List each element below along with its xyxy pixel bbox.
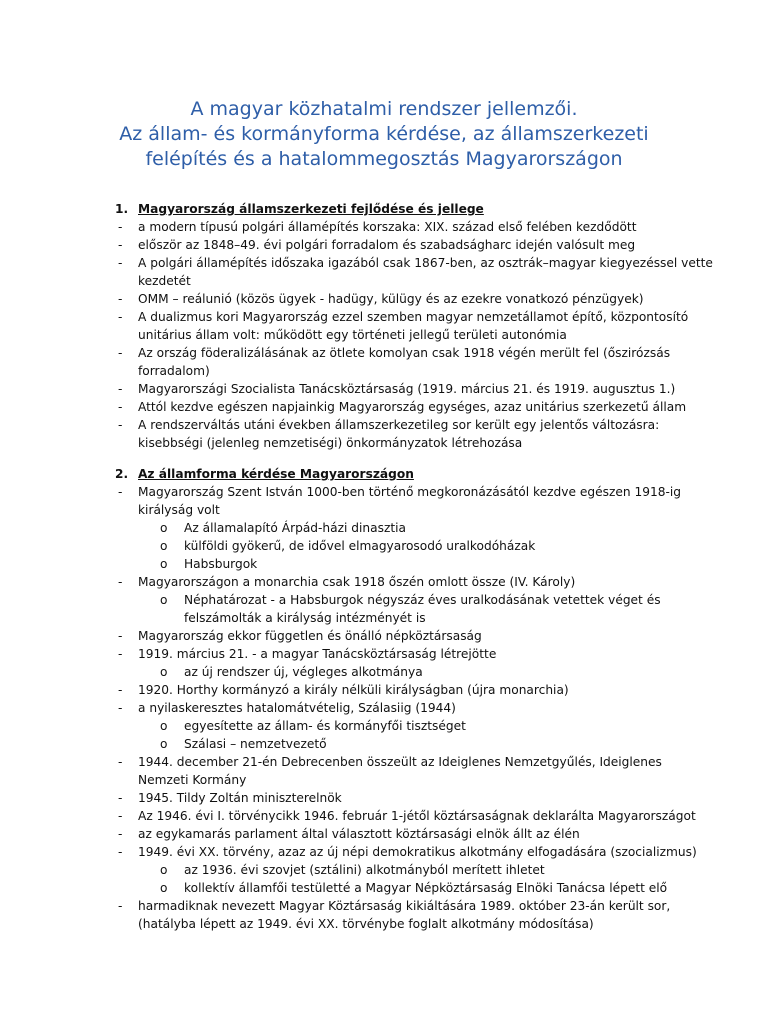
list-item — [0, 218, 768, 236]
dash-bullet: - — [118, 485, 123, 499]
section-number: 1. — [115, 202, 129, 216]
list-item-text: Attól kezdve egészen napjainkig Magyarország egységes, azaz unitárius szerkezetű állam — [138, 400, 687, 414]
list-item — [0, 483, 768, 501]
list-item-text: Az 1946. évi I. törvénycikk 1946. február 1-jétől köztársaságnak deklarálta Magyarországot — [138, 809, 696, 823]
list-item-text: OMM – reálunió (közös ügyek - hadügy, külügy és az ezekre vonatkozó pénzügyek) — [138, 292, 644, 306]
sub-list-item-text: az új rendszer új, végleges alkotmánya — [184, 665, 423, 679]
dash-bullet: - — [118, 845, 123, 859]
title-line-1: A magyar közhatalmi rendszer jellemzői. — [190, 98, 578, 120]
list-item — [0, 416, 768, 434]
list-item-text: először az 1848–49. évi polgári forradalom és szabadságharc idején valósult meg — [138, 238, 636, 252]
section-2 — [0, 465, 768, 933]
circle-bullet: o — [160, 863, 168, 877]
dash-bullet: - — [118, 791, 123, 805]
list-item-text: (hatályba lépett az 1949. évi XX. törvénybe foglalt alkotmány módosítása) — [138, 917, 594, 931]
sub-list-item-text: Szálasi – nemzetvezető — [184, 737, 327, 751]
dash-bullet: - — [118, 346, 123, 360]
dash-bullet: - — [118, 400, 123, 414]
list-item-text: 1920. Horthy kormányzó a király nélküli királyságban (újra monarchia) — [138, 683, 569, 697]
title-line-2: Az állam- és kormányforma kérdése, az államszerkezeti — [119, 123, 649, 145]
dash-bullet: - — [118, 382, 123, 396]
section-heading — [0, 200, 768, 218]
sub-list-item-continuation — [0, 609, 768, 627]
sub-list-item — [0, 591, 768, 609]
list-item-text: a modern típusú polgári államépítés korszaka: XIX. század első felében kezdődött — [138, 220, 637, 234]
list-item-text: Nemzeti Kormány — [138, 773, 247, 787]
list-item-text: 1919. március 21. - a magyar Tanácsköztársaság létrejötte — [138, 647, 497, 661]
list-item — [0, 254, 768, 272]
list-item — [0, 380, 768, 398]
list-item-continuation — [0, 326, 768, 344]
list-item-text: harmadiknak nevezett Magyar Köztársaság kikiáltására 1989. október 23-án került sor, — [138, 899, 671, 913]
dash-bullet: - — [118, 629, 123, 643]
dash-bullet: - — [118, 755, 123, 769]
list-item-text: kisebbségi (jelenleg nemzetiségi) önkormányzatok létrehozása — [138, 436, 523, 450]
list-item-text: Magyarország ekkor független és önálló népköztársaság — [138, 629, 482, 643]
dash-bullet: - — [118, 256, 123, 270]
circle-bullet: o — [160, 737, 168, 751]
circle-bullet: o — [160, 719, 168, 733]
list-item-text: az egykamarás parlament által választott köztársasági elnök állt az élén — [138, 827, 580, 841]
sub-list-item-text: Néphatározat - a Habsburgok négyszáz éves uralkodásának vetettek véget és — [184, 593, 661, 607]
list-item — [0, 753, 768, 771]
list-item — [0, 699, 768, 717]
section-number: 2. — [115, 467, 129, 481]
list-item — [0, 573, 768, 591]
circle-bullet: o — [160, 521, 168, 535]
dash-bullet: - — [118, 809, 123, 823]
list-item — [0, 236, 768, 254]
list-item-continuation — [0, 771, 768, 789]
title-line-3: felépítés és a hatalommegosztás Magyarországon — [145, 148, 623, 170]
list-item-text: királyság volt — [138, 503, 220, 517]
list-item-text: 1949. évi XX. törvény, azaz az új népi demokratikus alkotmány elfogadására (szocializmus) — [138, 845, 697, 859]
circle-bullet: o — [160, 557, 168, 571]
circle-bullet: o — [160, 539, 168, 553]
list-item — [0, 645, 768, 663]
sub-list-item — [0, 717, 768, 735]
list-item — [0, 344, 768, 362]
sub-list-item-text: kollektív államfői testületté a Magyar Népköztársaság Elnöki Tanácsa lépett elő — [184, 881, 668, 895]
list-item — [0, 807, 768, 825]
list-item — [0, 681, 768, 699]
sub-list-item — [0, 663, 768, 681]
section-heading — [0, 465, 768, 483]
circle-bullet: o — [160, 665, 168, 679]
sub-list-item-text: Az államalapító Árpád-házi dinasztia — [184, 521, 406, 535]
list-item-continuation — [0, 501, 768, 519]
document-title — [60, 97, 708, 172]
sub-list-item-text: egyesítette az állam- és kormányfői tisztséget — [184, 719, 466, 733]
sub-list-item-text: felszámolták a királyság intézményét is — [184, 611, 426, 625]
dash-bullet: - — [118, 683, 123, 697]
dash-bullet: - — [118, 310, 123, 324]
list-item — [0, 825, 768, 843]
list-item-continuation — [0, 362, 768, 380]
dash-bullet: - — [118, 899, 123, 913]
list-item-text: A rendszerváltás utáni években államszerkezetileg sor került egy jelentős változásra: — [138, 418, 660, 432]
sub-list-item — [0, 861, 768, 879]
list-item — [0, 308, 768, 326]
list-item-text: Magyarországon a monarchia csak 1918 őszén omlott össze (IV. Károly) — [138, 575, 576, 589]
sub-list-item — [0, 735, 768, 753]
dash-bullet: - — [118, 701, 123, 715]
dash-bullet: - — [118, 238, 123, 252]
list-item-continuation — [0, 272, 768, 290]
list-item — [0, 627, 768, 645]
list-item — [0, 789, 768, 807]
dash-bullet: - — [118, 220, 123, 234]
list-item-text: Magyarország Szent István 1000-ben történő megkoronázásától kezdve egészen 1918-ig — [138, 485, 681, 499]
sub-list-item-text: az 1936. évi szovjet (sztálini) alkotmányból merített ihletet — [184, 863, 545, 877]
dash-bullet: - — [118, 647, 123, 661]
sub-list-item — [0, 537, 768, 555]
sub-list-item — [0, 555, 768, 573]
sub-list-item — [0, 879, 768, 897]
list-item-text: Magyarországi Szocialista Tanácsköztársaság (1919. március 21. és 1919. augusztus 1.) — [138, 382, 676, 396]
sub-list-item-text: Habsburgok — [184, 557, 258, 571]
section-1 — [0, 200, 768, 452]
circle-bullet: o — [160, 593, 168, 607]
sub-list-item — [0, 519, 768, 537]
list-item-text: kezdetét — [138, 274, 191, 288]
dash-bullet: - — [118, 418, 123, 432]
section-title: Magyarország államszerkezeti fejlődése és jellege — [138, 202, 484, 216]
list-item-text: 1944. december 21-én Debrecenben összeült az Ideiglenes Nemzetgyűlés, Ideiglenes — [138, 755, 662, 769]
list-item-text: 1945. Tildy Zoltán miniszterelnök — [138, 791, 342, 805]
list-item — [0, 897, 768, 915]
list-item-continuation — [0, 915, 768, 933]
list-item — [0, 398, 768, 416]
circle-bullet: o — [160, 881, 168, 895]
dash-bullet: - — [118, 575, 123, 589]
list-item-text: forradalom) — [138, 364, 210, 378]
list-item-text: unitárius állam volt: működött egy történeti jellegű területi autonómia — [138, 328, 567, 342]
list-item-text: A polgári államépítés időszaka igazából csak 1867-ben, az osztrák–magyar kiegyezéssel vette — [138, 256, 713, 270]
dash-bullet: - — [118, 292, 123, 306]
dash-bullet: - — [118, 827, 123, 841]
list-item-text: a nyilaskeresztes hatalomátvételig, Szálasiig (1944) — [138, 701, 456, 715]
section-title: Az államforma kérdése Magyarországon — [138, 467, 414, 481]
sub-list-item-text: külföldi gyökerű, de idővel elmagyarosodó uralkodóházak — [184, 539, 536, 553]
list-item-text: A dualizmus kori Magyarország ezzel szemben magyar nemzetállamot építő, központosító — [138, 310, 689, 324]
list-item-continuation — [0, 434, 768, 452]
list-item — [0, 290, 768, 308]
list-item-text: Az ország föderalizálásának az ötlete komolyan csak 1918 végén merült fel (őszirózsás — [138, 346, 671, 360]
list-item — [0, 843, 768, 861]
